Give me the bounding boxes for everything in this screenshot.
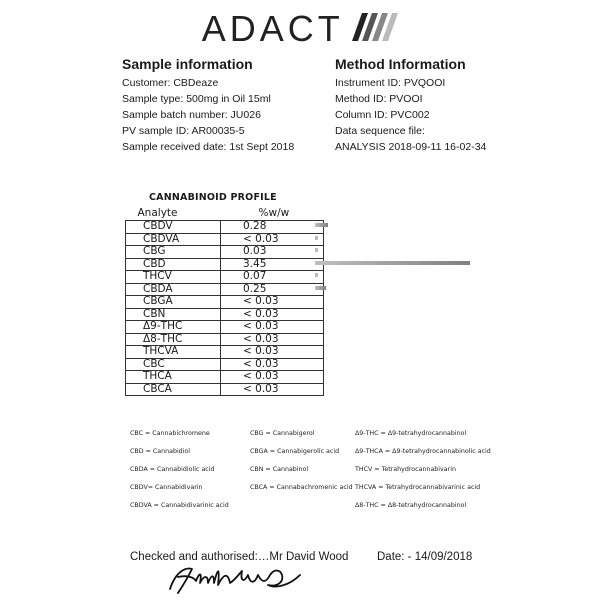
value-cell: < 0.03 [221, 383, 324, 396]
legend-entry: CBDA = Cannabidiolic acid [130, 466, 215, 473]
data-sequence-label: Data sequence file: [335, 125, 425, 137]
data-sequence-file: ANALYSIS 2018-09-11 16-02-34 [335, 141, 487, 153]
table-row [126, 233, 324, 246]
analyte-cell: THCA [126, 371, 221, 384]
analyte-cell: THCVA [126, 346, 221, 359]
legend-column-2 [250, 430, 353, 502]
sample-received-date: Sample received date: 1st Sept 2018 [122, 141, 295, 153]
value-cell: < 0.03 [221, 296, 324, 309]
table-row [126, 371, 324, 384]
table-row [126, 246, 324, 259]
value-cell: < 0.03 [221, 308, 324, 321]
analyte-cell: CBDA [126, 283, 221, 296]
sample-information-heading: Sample information [122, 56, 253, 72]
analyte-cell: CBD [126, 258, 221, 271]
bar-cbda [315, 286, 326, 290]
value-cell: < 0.03 [221, 358, 324, 371]
analyte-cell: CBCA [126, 383, 221, 396]
value-cell: < 0.03 [221, 371, 324, 384]
checked-authorised: Checked and authorised:…Mr David Wood [130, 551, 349, 563]
analyte-column-header: Analyte [137, 207, 178, 219]
pv-sample-id: PV sample ID: AR00035-5 [122, 125, 245, 137]
adact-chevron-mark-icon [352, 13, 398, 46]
bar-cbdv [315, 223, 328, 227]
table-row [126, 296, 324, 309]
legend-entry: THCV = Tetrahydrocannabivarin [355, 466, 456, 473]
value-column-header: %w/w [258, 207, 290, 219]
legend-entry: CBCA = Cannabachromenic acid [250, 484, 353, 491]
legend-entry: CBD = Cannabidiol [130, 448, 191, 455]
value-cell: 0.25 [221, 283, 324, 296]
sample-batch-number: Sample batch number: JU026 [122, 109, 261, 121]
legend-entry: CBC = Cannabichromene [130, 430, 210, 437]
analyte-cell: CBC [126, 358, 221, 371]
value-cell: 0.03 [221, 246, 324, 259]
sample-type: Sample type: 500mg in Oil 15ml [122, 93, 271, 105]
analyte-cell: CBDV [126, 221, 221, 234]
analyte-cell: CBGA [126, 296, 221, 309]
analyte-cell: Δ9-THC [126, 321, 221, 334]
legend-entry: Δ9-THCA = Δ9-tetrahydrocannabinolic acid [355, 448, 491, 455]
legend-entry: Δ8-THC = Δ8-tetrahydrocannabinol [355, 502, 467, 509]
table-row [126, 271, 324, 284]
cannabinoid-report-panel [115, 180, 475, 405]
legend-entry: CBDV= Cannabidivarin [130, 484, 203, 491]
legend-entry: CBN = Cannabinol [250, 466, 309, 473]
cannabinoid-profile-title: CANNABINOID PROFILE [149, 192, 277, 203]
bar-thcv [315, 273, 318, 277]
method-information-heading: Method Information [335, 56, 466, 72]
table-row [126, 221, 324, 234]
analyte-cell: CBN [126, 308, 221, 321]
value-cell: < 0.03 [221, 321, 324, 334]
report-date: Date: - 14/09/2018 [377, 551, 473, 563]
value-cell: 3.45 [221, 258, 324, 271]
table-row [126, 358, 324, 371]
bar-cbd [315, 261, 470, 265]
value-cell: < 0.03 [221, 233, 324, 246]
value-cell: 0.28 [221, 221, 324, 234]
cannabinoid-table [125, 206, 324, 396]
analyte-cell: CBG [126, 246, 221, 259]
value-cell: < 0.03 [221, 333, 324, 346]
value-cell: 0.07 [221, 271, 324, 284]
legend-column-1 [130, 430, 229, 520]
logo-text: ADACT [201, 8, 344, 49]
legend-entry: CBG = Cannabigerol [250, 430, 315, 437]
analyte-cell: Δ8-THC [126, 333, 221, 346]
logo-row [0, 8, 600, 50]
column-id: Column ID: PVC002 [335, 109, 430, 121]
analyte-cell: THCV [126, 271, 221, 284]
method-information-section [335, 56, 486, 155]
sample-customer: Customer: CBDeaze [122, 77, 219, 89]
table-row [126, 283, 324, 296]
analyte-cell: CBDVA [126, 233, 221, 246]
bar-cbg [315, 248, 318, 252]
value-cell: < 0.03 [221, 346, 324, 359]
table-row [126, 308, 324, 321]
table-row [126, 346, 324, 359]
legend-entry: THCVA = Tetrahydrocannabivarinic acid [355, 484, 481, 491]
legend-entry: CBDVA = Cannabidivarinic acid [130, 502, 229, 509]
table-row [126, 321, 324, 334]
method-id: Method ID: PVOOI [335, 93, 423, 105]
signature [166, 563, 306, 600]
instrument-id: Instrument ID: PVQOOI [335, 77, 446, 89]
sample-information-section [122, 56, 294, 155]
bar-cbdva [315, 236, 318, 240]
table-row [126, 333, 324, 346]
legend-entry: Δ9-THC = Δ9-tetrahydrocannabinol [355, 430, 467, 437]
legend-entry: CBGA = Cannabigerolic acid [250, 448, 340, 455]
table-row [126, 383, 324, 396]
legend-column-3 [355, 430, 491, 520]
table-row [126, 258, 324, 271]
